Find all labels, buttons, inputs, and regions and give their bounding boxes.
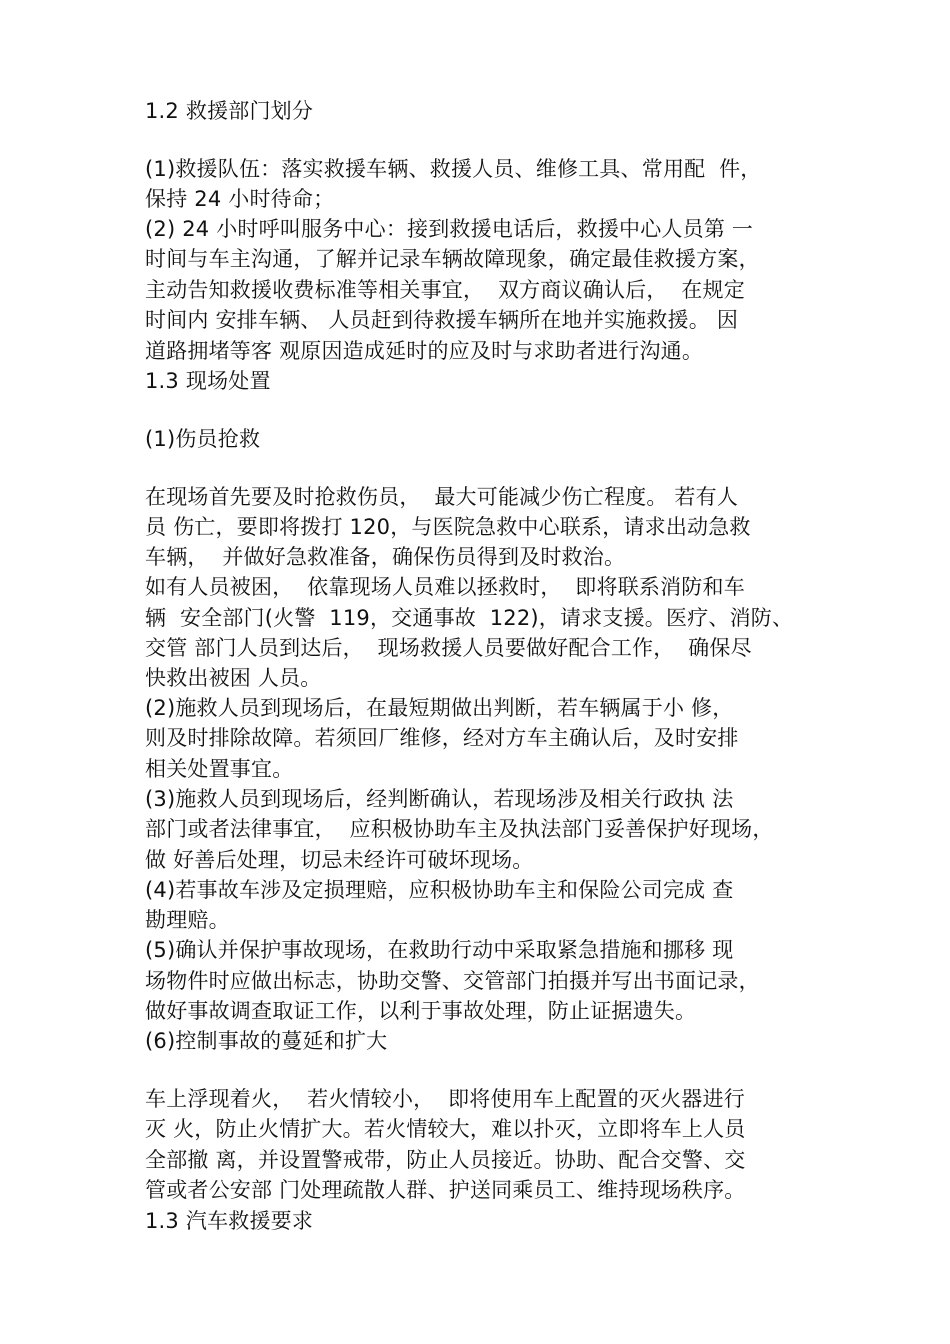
paragraph-line: 车辆， 并做好急救准备，确保伤员得到及时救治。 bbox=[145, 545, 626, 569]
paragraph-line: (3)施救人员到现场后，经判断确认，若现场涉及相关行政执 法 bbox=[145, 787, 734, 811]
paragraph-line: 管或者公安部 门处理疏散人群、护送同乘员工、维持现场秩序。 bbox=[145, 1178, 746, 1202]
section-heading-1-3-requirements: 1.3 汽车救援要求 bbox=[145, 1209, 314, 1233]
paragraph-line: 做 好善后处理，切忌未经许可破坏现场。 bbox=[145, 848, 534, 872]
paragraph-line: 场物件时应做出标志，协助交警、交管部门拍摄并写出书面记录， bbox=[145, 969, 760, 993]
paragraph-line: (4)若事故车涉及定损理赔，应积极协助车主和保险公司完成 查 bbox=[145, 878, 734, 902]
paragraph-line: 道路拥堵等客 观原因造成延时的应及时与求助者进行沟通。 bbox=[145, 339, 704, 363]
paragraph-line: (5)确认并保护事故现场，在救助行动中采取紧急措施和挪移 现 bbox=[145, 938, 734, 962]
paragraph-line: 在现场首先要及时抢救伤员， 最大可能减少伤亡程度。 若有人 bbox=[145, 485, 739, 509]
subheading: (6)控制事故的蔓延和扩大 bbox=[145, 1029, 388, 1053]
paragraph-line: 做好事故调查取证工作，以利于事故处理，防止证据遗失。 bbox=[145, 999, 697, 1023]
paragraph-line: 交管 部门人员到达后， 现场救援人员要做好配合工作， 确保尽 bbox=[145, 636, 752, 660]
paragraph-line: 快救出被困 人员。 bbox=[145, 666, 322, 690]
paragraph-line: 员 伤亡，要即将拨打 120，与医院急救中心联系，请求出动急救 bbox=[145, 515, 751, 539]
paragraph-line: 保持 24 小时待命； bbox=[145, 187, 335, 211]
paragraph-line: 勘理赔。 bbox=[145, 908, 230, 932]
paragraph-line: 灭 火，防止火情扩大。若火情较大，难以扑灭，立即将车上人员 bbox=[145, 1117, 746, 1141]
section-heading-1-3: 1.3 现场处置 bbox=[145, 369, 271, 393]
paragraph-line: 全部撤 离，并设置警戒带，防止人员接近。协助、配合交警、交 bbox=[145, 1148, 746, 1172]
paragraph-line: 车上浮现着火， 若火情较小， 即将使用车上配置的灭火器进行 bbox=[145, 1087, 745, 1111]
paragraph-line: 时间与车主沟通，了解并记录车辆故障现象，确定最佳救援方案， bbox=[145, 247, 760, 271]
paragraph-line: 则及时排除故障。若须回厂维修，经对方车主确认后，及时安排 bbox=[145, 726, 739, 750]
paragraph-line: 主动告知救援收费标准等相关事宜， 双方商议确认后， 在规定 bbox=[145, 278, 745, 302]
section-heading-1-2: 1.2 救援部门划分 bbox=[145, 99, 314, 123]
paragraph-line: 部门或者法律事宜， 应积极协助车主及执法部门妥善保护好现场， bbox=[145, 817, 774, 841]
paragraph-line: (1)救援队伍：落实救援车辆、救援人员、维修工具、常用配 件， bbox=[145, 157, 762, 181]
paragraph-line: 相关处置事宜。 bbox=[145, 757, 294, 781]
subheading: (1)伤员抢救 bbox=[145, 427, 261, 451]
paragraph-line: (2)施救人员到现场后，在最短期做出判断，若车辆属于小 修， bbox=[145, 696, 734, 720]
paragraph-line: 时间内 安排车辆、 人员赶到待救援车辆所在地并实施救援。 因 bbox=[145, 308, 739, 332]
paragraph-line: 如有人员被困， 依靠现场人员难以拯救时， 即将联系消防和车 bbox=[145, 575, 745, 599]
paragraph-line: (2) 24 小时呼叫服务中心：接到救援电话后，救援中心人员第 一 bbox=[145, 217, 754, 241]
paragraph-line: 辆 安全部门(火警 119，交通事故 122)，请求支援。医疗、消防、 bbox=[145, 606, 794, 630]
